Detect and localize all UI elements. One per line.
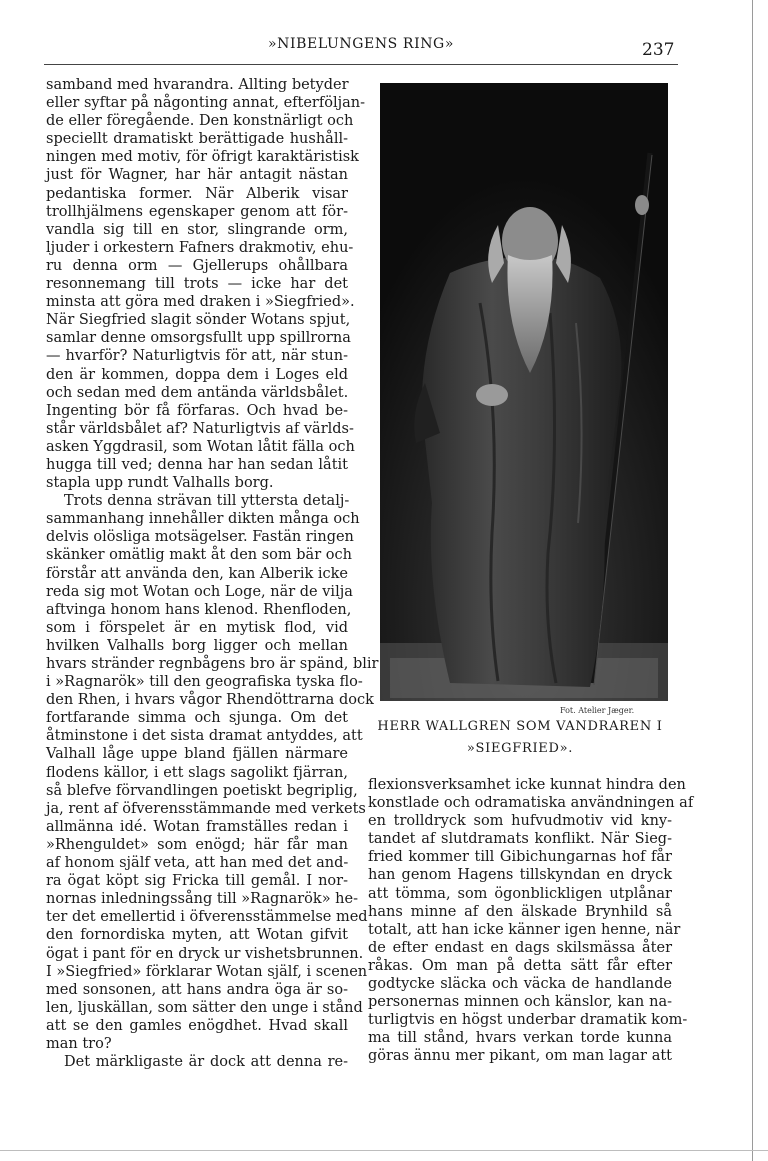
header-rule (44, 64, 678, 65)
text-line: flexionsverksamhet icke kunnat hindra den (368, 777, 686, 793)
text-line: personernas minnen och känslor, kan na- (368, 994, 672, 1011)
text-line: speciellt dramatiskt berättigade hushåll- (46, 131, 348, 148)
text-line: och sedan med dem antända världsbålet. (46, 384, 349, 401)
text-line: att tömma, som ögonblickligen utplånar (368, 885, 672, 902)
text-line: asken Yggdrasil, som Wotan låtit fälla och (46, 438, 355, 455)
right-column (368, 776, 694, 1066)
text-line: samband med hvarandra. Allting betyder (46, 77, 349, 93)
wanderer-figure-image (380, 83, 668, 701)
text-line: skänker omätlig makt åt den som bär och (46, 547, 352, 564)
text-line: ja, rent af öfverensstämmande med verkets (46, 800, 366, 817)
text-line: samlar denne omsorgsfullt upp spillrorna (46, 330, 351, 347)
figure-caption-line-1: HERR WALLGREN SOM VANDRAREN I (377, 719, 663, 734)
text-line: aftvinga honom hans klenod. Rhenfloden, (46, 601, 352, 618)
text-line: godtycke släcka och väcka de handlande (368, 976, 672, 993)
text-line: resonnemang till trots — icke har det (46, 276, 348, 293)
text-line: ögat i pant för en dryck ur vishetsbrunnen. (46, 945, 364, 962)
text-line: vandla sig till en stor, slingrande orm, (46, 221, 348, 238)
paragraph-start-line: Trots denna strävan till yttersta detalj- (64, 493, 350, 510)
text-line: af honom själf veta, att han med det and- (46, 855, 349, 872)
text-line: ter det emellertid i öfverensstämmelse med (46, 909, 368, 926)
text-line: Ingenting bör få förfaras. Och hvad be- (46, 402, 348, 419)
figure-caption-line-2: »SIEGFRIED». (466, 741, 574, 756)
text-line: de efter endast en dags skilsmässa åter (368, 939, 672, 956)
text-line: man tro? (46, 1035, 112, 1052)
text-line: flodens källor, i ett slags sagolikt fjärran, (46, 764, 348, 781)
text-line: att se den gamles enögdhet. Hvad skall (46, 1017, 348, 1034)
text-line: minsta att göra med draken i »Siegfried». (46, 294, 355, 311)
page-edge-bottom (0, 1150, 768, 1151)
text-line: just för Wagner, har här antagit nästan (46, 167, 348, 184)
page-edge-right (752, 0, 753, 1161)
text-line: hvars stränder regnbågens bro är spänd, blir (46, 656, 379, 672)
text-line: står världsbålet af? Naturligtvis af världs- (46, 420, 354, 437)
text-line: fortfarande simma och sjunga. Om det (46, 710, 348, 727)
text-line: eller syftar på någonting annat, efterföljan- (46, 95, 365, 112)
text-line: en trolldryck som hufvudmotiv vid kny- (368, 813, 672, 830)
text-line: ru denna orm — Gjellerups ohållbara (46, 257, 348, 274)
text-line: len, ljuskällan, som sätter den unge i stånd (46, 999, 363, 1016)
text-line: sammanhang innehåller dikten många och (46, 511, 360, 528)
text-line: hans minne af den älskade Brynhild så (368, 903, 672, 920)
text-line: han genom Hagens tillskyndan en dryck (368, 867, 672, 884)
text-line: reda sig mot Wotan och Loge, när de vilja (46, 583, 353, 600)
text-line: nornas inledningssång till »Ragnarök» he- (46, 891, 358, 908)
text-line: ljuder i orkestern Fafners drakmotiv, ehu- (46, 239, 354, 256)
text-line: göras ännu mer pikant, om man lagar att (368, 1048, 672, 1065)
text-line: med sonsonen, att hans andra öga är so- (46, 981, 348, 998)
text-line: konstlade och odramatiska användningen af (368, 795, 694, 812)
text-line: stapla upp rundt Valhalls borg. (46, 475, 274, 492)
text-line: råkas. Om man på detta sätt får efter (368, 957, 672, 974)
text-line: trollhjälmens egenskaper genom att för- (46, 203, 348, 220)
text-line: ningen med motiv, för öfrigt karaktäristisk (46, 149, 359, 166)
text-line: i »Ragnarök» till den geografiska tyska flo- (46, 674, 363, 691)
text-line: Valhall låge uppe bland fjällen närmare (46, 746, 348, 763)
text-line: ma till stånd, hvars verkan torde kunna (368, 1030, 672, 1047)
photo-credit: Fot. Atelier Jæger. (560, 706, 635, 715)
paragraph-start-line: Det märkligaste är dock att denna re- (64, 1054, 348, 1071)
text-line: ra ögat köpt sig Fricka till gemål. I nor- (46, 873, 348, 890)
text-line: allmänna idé. Wotan framställes redan i (46, 818, 348, 835)
text-line: hugga till ved; denna har han sedan låtit (46, 456, 348, 473)
text-line: tandet af slutdramats konflikt. När Sieg- (368, 831, 672, 848)
text-line: — hvarför? Naturligtvis för att, när stun- (46, 348, 348, 365)
page-number: 237 (642, 40, 675, 60)
text-line: hvilken Valhalls borg ligger och mellan (46, 637, 348, 654)
text-line: totalt, att han icke känner igen henne, när (368, 921, 681, 938)
text-line: pedantiska former. När Alberik visar (46, 185, 348, 202)
text-line: som i förspelet är en mytisk flod, vid (46, 619, 348, 636)
text-line: så blefve förvandlingen poetiskt begriplig, (46, 782, 358, 799)
text-line: När Siegfried slagit sönder Wotans spjut, (46, 312, 351, 329)
text-line: »Rhenguldet» som enögd; här får man (46, 836, 348, 853)
text-line: åtminstone i det sista dramat antyddes, att (46, 728, 363, 745)
text-line: de eller föregående. Den konstnärligt och (46, 113, 354, 130)
text-line: fried kommer till Gibichungarnas hof får (368, 849, 672, 866)
text-line: delvis olösliga motsägelser. Fastän ringen (46, 529, 354, 546)
text-line: den är kommen, doppa dem i Loges eld (46, 366, 348, 383)
running-head: »NIBELUNGENS RING» (268, 36, 454, 52)
text-line: I »Siegfried» förklarar Wotan själf, i scenen (46, 963, 368, 980)
text-line: den Rhen, i hvars vågor Rhendöttrarna dock (46, 692, 374, 709)
text-line: förstår att använda den, kan Alberik icke (46, 565, 348, 582)
text-line: turligtvis en högst underbar dramatik kom- (368, 1012, 688, 1029)
text-line: den fornordiska myten, att Wotan gifvit (46, 927, 348, 944)
portrait-photograph (380, 83, 668, 701)
left-column (46, 76, 379, 1071)
